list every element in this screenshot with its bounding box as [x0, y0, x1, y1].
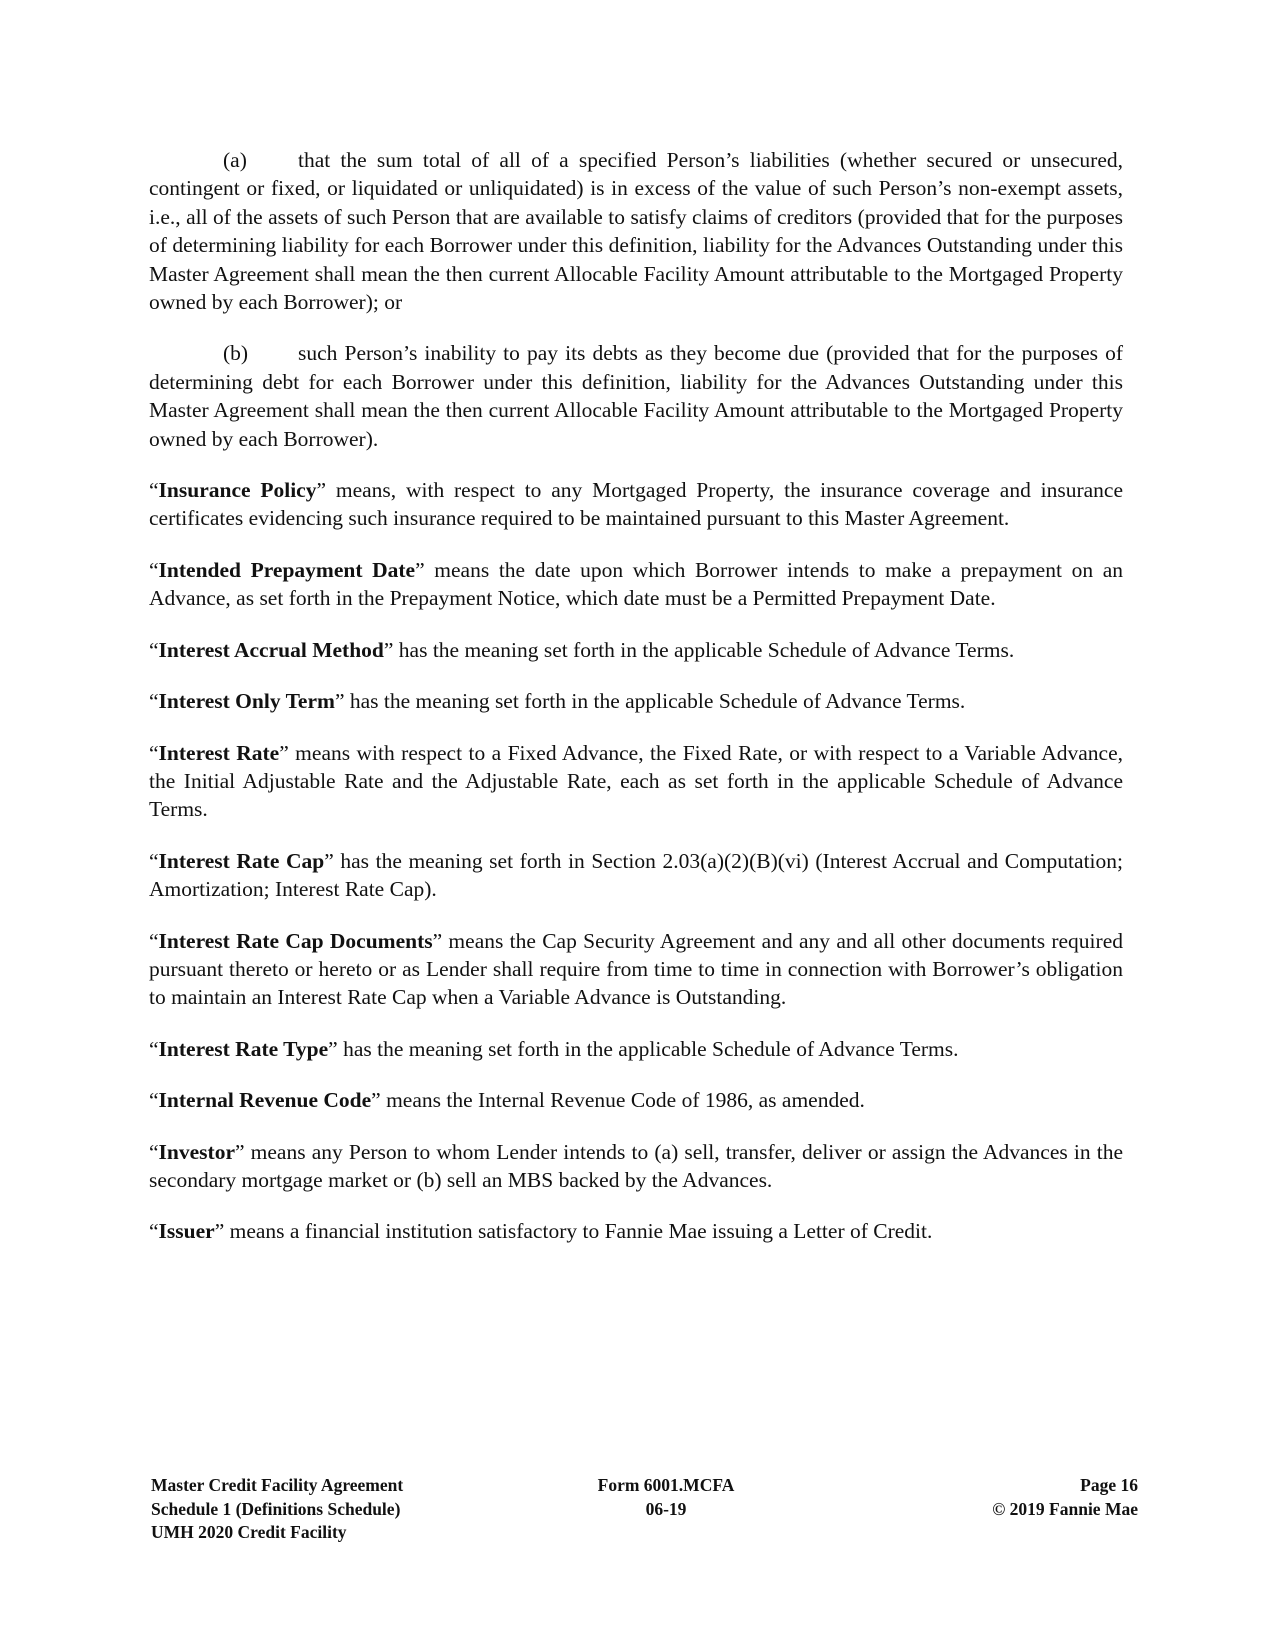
- definition-text: means the Internal Revenue Code of 1986, as amended.: [380, 1088, 865, 1113]
- definition-text: has the meaning set forth in Section 2.03(a)(2)(B)(vi) (Interest Accrual and Computation; Amortization; Interest Rate Cap).: [149, 848, 1123, 902]
- definition-internal-revenue-code: “Internal Revenue Code” means the Internal Revenue Code of 1986, as amended.: [149, 1088, 865, 1113]
- definition-insurance-policy: “Insurance Policy” means, with respect to any Mortgaged Property, the insurance coverage and insurance certificates evidencing such insurance required to be maintained pursuant to this Master Agreement.: [149, 478, 1124, 531]
- footer-form-number: Form 6001.MCFA: [597, 1475, 735, 1495]
- definition-intended-prepayment-date: “Intended Prepayment Date” means the date upon which Borrower intends to make a prepayment on an Advance, as set forth in the Prepayment Notice, which date must be a Permitted Prepayment Date.: [149, 557, 1123, 611]
- definition-term: Internal Revenue Code: [158, 1088, 372, 1113]
- definition-term: Interest Rate Cap: [158, 848, 325, 873]
- definition-interest-rate-type: “Interest Rate Type” has the meaning set forth in the applicable Schedule of Advance Terms.: [149, 1036, 959, 1061]
- definition-text: has the meaning set forth in the applicable Schedule of Advance Terms.: [393, 637, 1015, 662]
- definition-term: Issuer: [158, 1219, 215, 1244]
- footer-schedule-title: Schedule 1 (Definitions Schedule): [151, 1498, 401, 1519]
- definition-term: Intended Prepayment Date: [158, 557, 416, 582]
- footer-page-number: Page 16: [1080, 1475, 1138, 1495]
- footer-agreement-title: Master Credit Facility Agreement: [151, 1475, 404, 1495]
- definition-text: has the meaning set forth in the applicable Schedule of Advance Terms.: [344, 689, 966, 714]
- clause-text: such Person’s inability to pay its debts as they become due (provided that for the purposes of determining debt for each Borrower under this definition, liability for the Advances Outstanding under this Master Agreement shall mean the then current Allocable Facility Amount attributable to the Mortgaged Property owned by each Borrower).: [149, 341, 1123, 451]
- clause-text: that the sum total of all of a specified Person’s liabilities (whether secured or unsecured, contingent or fixed, or liquidated or unliquidated) is in excess of the value of such Person’s non-exempt assets, i.e., all of the assets of such Person that are available to satisfy claims of creditors (provided that for the purposes of determining liability for each Borrower under this definition, liability for the Advances Outstanding under this Master Agreement shall mean the then current Allocable Facility Amount attributable to the Mortgaged Property owned by each Borrower); or: [149, 148, 1123, 315]
- definition-term: Interest Rate Type: [158, 1036, 329, 1061]
- definition-interest-rate: “Interest Rate” means with respect to a Fixed Advance, the Fixed Rate, or with respect to a Variable Advance, the Initial Adjustable Rate and the Adjustable Rate, each as set forth in the applicable Schedule of Advance Terms.: [149, 740, 1123, 822]
- clause-b: [149, 339, 1123, 453]
- definition-text: means with respect to a Fixed Advance, the Fixed Rate, or with respect to a Variable Advance, the Initial Adjustable Rate and the Adjustable Rate, each as set forth in the applicable Schedule of Advance Terms.: [149, 740, 1123, 822]
- clause-label: (a): [223, 148, 247, 172]
- definition-text: has the meaning set forth in the applicable Schedule of Advance Terms.: [337, 1036, 959, 1061]
- document-body: [149, 146, 1123, 1269]
- definition-term: Insurance Policy: [158, 478, 317, 503]
- definition-term: Interest Rate: [158, 740, 280, 765]
- definition-interest-rate-cap: “Interest Rate Cap” has the meaning set forth in Section 2.03(a)(2)(B)(vi) (Interest Accrual and Computation; Amortization; Interest Rate Cap).: [149, 848, 1123, 902]
- definition-term: Interest Only Term: [158, 689, 335, 714]
- footer-facility-name: UMH 2020 Credit Facility: [151, 1522, 347, 1542]
- footer-form-date: 06-19: [645, 1498, 687, 1519]
- definition-text: means, with respect to any Mortgaged Property, the insurance coverage and insurance certificates evidencing such insurance required to be maintained pursuant to this Master Agreement.: [149, 478, 1124, 531]
- footer-page-info: [878, 1474, 1138, 1521]
- definition-interest-only-term: “Interest Only Term” has the meaning set forth in the applicable Schedule of Advance Terms.: [149, 689, 966, 714]
- definition-text: means a financial institution satisfactory to Fannie Mae issuing a Letter of Credit.: [224, 1219, 933, 1244]
- definition-term: Interest Rate Cap Documents: [158, 928, 433, 953]
- clause-a: [149, 146, 1123, 316]
- definition-interest-rate-cap-documents: “Interest Rate Cap Documents” means the Cap Security Agreement and any and all other documents required pursuant thereto or hereto or as Lender shall require from time to time in connection with Borrower’s obligation to maintain an Interest Rate Cap when a Variable Advance is Outstanding.: [149, 928, 1123, 1010]
- definition-text: means the Cap Security Agreement and any and all other documents required pursuant thereto or hereto or as Lender shall require from time to time in connection with Borrower’s obligation to maintain an Interest Rate Cap when a Variable Advance is Outstanding.: [149, 928, 1123, 1010]
- footer-copyright: © 2019 Fannie Mae: [992, 1498, 1138, 1519]
- footer-document-info: [151, 1474, 491, 1545]
- definition-text: means any Person to whom Lender intends to (a) sell, transfer, deliver or assign the Advances in the secondary mortgage market or (b) sell an MBS backed by the Advances.: [149, 1139, 1123, 1192]
- definition-term: Investor: [158, 1139, 235, 1164]
- footer-form-info: [546, 1474, 786, 1521]
- definition-text: means the date upon which Borrower intends to make a prepayment on an Advance, as set forth in the Prepayment Notice, which date must be a Permitted Prepayment Date.: [149, 557, 1123, 611]
- definition-investor: “Investor” means any Person to whom Lender intends to (a) sell, transfer, deliver or assign the Advances in the secondary mortgage market or (b) sell an MBS backed by the Advances.: [149, 1139, 1123, 1192]
- definition-term: Interest Accrual Method: [158, 637, 384, 662]
- definition-interest-accrual-method: “Interest Accrual Method” has the meaning set forth in the applicable Schedule of Advance Terms.: [149, 637, 1015, 662]
- clause-label: (b): [223, 341, 249, 366]
- definition-issuer: “Issuer” means a financial institution satisfactory to Fannie Mae issuing a Letter of Credit.: [149, 1219, 933, 1244]
